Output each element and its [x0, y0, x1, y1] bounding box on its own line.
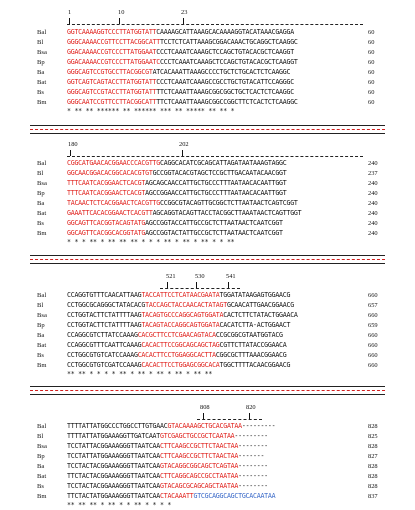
position-label: 521	[166, 273, 176, 280]
row-end-number: 240	[368, 200, 378, 207]
sequence-black: AGCCGGTACTATTGCCGCTCTTAATAACTCAATCGGT	[145, 229, 283, 237]
sequence-text	[67, 311, 298, 320]
row-end-number: 837	[368, 493, 378, 500]
species-label: Bs	[37, 89, 44, 96]
species-label: Ba	[37, 332, 45, 339]
species-label: Bs	[37, 220, 44, 227]
sequence-red: CGGCATGAACACGGAACCCACGTTG	[67, 159, 160, 167]
block-separator	[30, 255, 385, 256]
sequence-red: CACACTTCCGGCAGCAGCTAG	[141, 341, 220, 349]
sequence-black: CCTGGCGCAGGGCTATACACG	[67, 301, 146, 309]
block-separator-red	[30, 129, 385, 130]
row-end-number: 240	[368, 160, 378, 167]
species-label: Bm	[37, 230, 47, 237]
position-label: 23	[181, 9, 188, 16]
species-label: Bsa	[37, 312, 47, 319]
conservation-stars: ** ** * * * * ** * ** * ** * ** * ** **	[67, 370, 213, 378]
row-end-number: 237	[368, 170, 378, 177]
sequence-gap: --------	[238, 442, 268, 450]
row-end-number: 60	[368, 39, 375, 46]
species-label: Bsa	[37, 180, 47, 187]
block-separator	[30, 133, 385, 134]
sequence-black: CGTTCTTATACCGGAACA	[219, 341, 287, 349]
species-label: Bp	[37, 322, 45, 329]
sequence-text	[67, 209, 301, 218]
sequence-black: TTCTACTATGGAAAGGGTTAATCAA	[67, 492, 160, 500]
sequence-text	[67, 58, 298, 67]
row-end-number: 60	[368, 89, 375, 96]
sequence-black: CCCTCAAATCAAAGCCGCCTGCTGTACATTCCAGGGC	[156, 78, 294, 86]
sequence-black: TTCTCAAATTAAAGCGGCCGGCTTCTCACTCTCAAGGC	[156, 98, 298, 106]
sequence-red: TTTCAATCACGGAACTCACGT	[67, 179, 146, 187]
sequence-black: TCCTATTACGGAAAGGGTTAATCAA	[67, 442, 160, 450]
sequence-red: GGGCAGTCCGTGCCTTACGGCGT	[67, 68, 153, 76]
sequence-text	[67, 442, 268, 451]
sequence-text	[67, 422, 275, 431]
sequence-black: GCCGGTACACGTAGCTCCGCTTGACAATACAACGGT	[152, 169, 287, 177]
sequence-gap: -------	[238, 452, 265, 460]
sequence-red: GTCGAGCTGCCGCTCAATAA	[160, 432, 235, 440]
sequence-text	[67, 48, 294, 57]
sequence-text	[67, 351, 287, 360]
sequence-red: GGACAAAACCGTCCCTTATGGAATC	[67, 58, 160, 66]
sequence-text	[67, 38, 298, 47]
species-label: Bl	[37, 39, 44, 46]
sequence-black: CCAGGCGTCTTATCCAAAG	[67, 331, 138, 339]
sequence-black: CCTGGTACTTCTATTTTAAG	[67, 311, 142, 319]
sequence-red: TACCAGCTACCAACACTATAGT	[145, 301, 227, 309]
sequence-text	[67, 432, 268, 441]
sequence-text	[67, 331, 283, 340]
row-end-number: 60	[368, 69, 375, 76]
sequence-black: ATCACAAATTAAAGCCCCTGCTCTGCACTCTCAAGGC	[152, 68, 291, 76]
row-end-number: 660	[368, 292, 378, 299]
sequence-black: CCAGGTGTTTCAACATTAAG	[67, 291, 142, 299]
position-label: 180	[68, 141, 78, 148]
row-end-number: 240	[368, 180, 378, 187]
row-end-number: 240	[368, 220, 378, 227]
sequence-gap: ---------	[234, 432, 268, 440]
sequence-red: GGGCAAAACCGTTCCTTACGGCATT	[67, 38, 160, 46]
species-label: Bat	[37, 342, 47, 349]
ruler-line	[67, 24, 363, 25]
sequence-red: CTACAAATT	[160, 492, 194, 500]
sequence-text	[67, 169, 286, 178]
row-end-number: 240	[368, 210, 378, 217]
conservation-stars: * ** ** ****** ** ****** *** ** ***** ** ** *	[67, 107, 235, 115]
sequence-text	[67, 291, 290, 300]
sequence-black: CCGCGGCGTAATGGTACG	[215, 331, 283, 339]
sequence-gap: --------	[238, 482, 268, 490]
sequence-text	[67, 341, 287, 350]
position-label: 530	[195, 273, 205, 280]
species-label: Ba	[37, 69, 45, 76]
sequence-black: TGGCTTTTACAACGGAACG	[219, 361, 291, 369]
sequence-text	[67, 219, 283, 228]
sequence-blue: GTCGCAGGCAGCTGCACAATAA	[193, 492, 276, 500]
row-end-number: 657	[368, 302, 378, 309]
sequence-red: GAAATTCACACGGAACTCACGTT	[67, 209, 153, 217]
row-end-number: 660	[368, 342, 378, 349]
row-end-number: 827	[368, 453, 378, 460]
conservation-stars: ** ** ** * ** * * ** * * * *	[67, 501, 172, 509]
sequence-black: CCTGGTACTTCTATTTTAAG	[67, 321, 142, 329]
sequence-black: AGCAGGTACAGTTACCTACGGCTTAAATAACTCAGTTGGT	[152, 209, 302, 217]
sequence-red: CTTCAGGCAGCCGCCTAATAA	[160, 472, 239, 480]
species-label: Bm	[37, 99, 47, 106]
sequence-black: CCGGCGTACAGTTGCGGCTCTTAATAACTCAGTCGGT	[160, 199, 298, 207]
sequence-gap: --------	[238, 462, 268, 470]
species-label: Bsa	[37, 443, 47, 450]
position-label: 541	[226, 273, 236, 280]
species-label: Ba	[37, 200, 45, 207]
row-end-number: 660	[368, 332, 378, 339]
sequence-text	[67, 78, 294, 87]
position-label: 10	[118, 9, 125, 16]
block-separator	[30, 394, 385, 395]
sequence-red: GGGCAGTCCGTACCTTATGGTATT	[67, 88, 157, 96]
row-end-number: 240	[368, 190, 378, 197]
species-label: Bal	[37, 29, 47, 36]
species-label: Bm	[37, 362, 47, 369]
sequence-black: CCTGGCGTGTCATCCAAAG	[67, 351, 138, 359]
sequence-black: TTTTATTATGGAAAGGTTGATCAAT	[67, 432, 160, 440]
sequence-black: TGGATATAAGAGTGGAACG	[219, 291, 291, 299]
sequence-text	[67, 159, 286, 168]
species-label: Bal	[37, 292, 47, 299]
ruler-line	[160, 288, 240, 289]
sequence-black: TCCTACTACGGAAAGGGTTAATCAA	[67, 462, 160, 470]
block-separator-red	[30, 259, 385, 260]
sequence-red: GGTCAGTCAGTACCTTATGGTATT	[67, 78, 157, 86]
position-label: 202	[179, 141, 189, 148]
sequence-black: TTCTCAAATTAAAGCGGCGGCTGCTCACTCTCAAGGC	[156, 88, 294, 96]
sequence-black: CGGCGCTTTAAACGGAACG	[215, 351, 287, 359]
row-end-number: 828	[368, 443, 378, 450]
sequence-black: AGCCGGAACCATTGCTGCCCTTTAATAACACAATTGGT	[145, 189, 287, 197]
sequence-red: GGTCAAAAGGTCCCTTATGGTATT	[67, 28, 157, 36]
sequence-red: CACACTTCCTGGAGGCACTTA	[137, 351, 216, 359]
sequence-red: GGACAAAACCGTCCCTTATGGAAT	[67, 48, 157, 56]
ruler-line	[197, 419, 262, 420]
sequence-text	[67, 179, 286, 188]
species-label: Bp	[37, 59, 45, 66]
sequence-red: TACAACTCTCACGGAACTCACGTTG	[67, 199, 160, 207]
row-end-number: 660	[368, 312, 378, 319]
sequence-text	[67, 28, 294, 37]
sequence-black: AGCCGGTACCATTGCCGCTCTTAATAACTCAATCGGT	[145, 219, 283, 227]
sequence-text	[67, 361, 290, 370]
sequence-text	[67, 482, 268, 491]
block-separator	[30, 125, 385, 126]
species-label: Bl	[37, 433, 44, 440]
row-end-number: 660	[368, 352, 378, 359]
block-separator	[30, 386, 385, 387]
sequence-black: CCCTCAAATCAAAGCTCCAGCTGTACACGCTCAAGGT	[160, 58, 298, 66]
species-label: Bal	[37, 160, 47, 167]
sequence-black: TCCTATTATGGAAAGGGTTAATCAA	[67, 452, 160, 460]
sequence-red: CTTCAAGCCGCTTCTAACTAA	[160, 442, 239, 450]
sequence-black: GCAACATTGAACGGAACG	[226, 301, 294, 309]
row-end-number: 60	[368, 99, 375, 106]
row-end-number: 660	[368, 362, 378, 369]
sequence-black: CCTGGCGTGTCGATCCAAAG	[67, 361, 142, 369]
ruler-line	[67, 156, 363, 157]
row-end-number: 60	[368, 29, 375, 36]
sequence-black: AGCAGCAACCATTGCTGCCCTTTAATAACACAATTGGT	[145, 179, 287, 187]
sequence-red: TACAGTACCAGGCAGTGGATA	[141, 321, 220, 329]
sequence-text	[67, 88, 294, 97]
sequence-text	[67, 199, 298, 208]
species-label: Bat	[37, 473, 47, 480]
sequence-black: CAGGCACATCGCAGCATTAGATAATAAAGTAGGC	[160, 159, 287, 167]
sequence-text	[67, 462, 268, 471]
sequence-text	[67, 189, 286, 198]
sequence-black: TTTTATTATGGCCCTGGCCTTGTGAAC	[67, 422, 168, 430]
position-label: 808	[200, 404, 210, 411]
species-label: Bp	[37, 453, 45, 460]
sequence-red: TTTCAATCACGGAACTCACGT	[67, 189, 146, 197]
block-separator-red	[30, 390, 385, 391]
sequence-red: TACCATTCCTCATAACGAATA	[141, 291, 220, 299]
species-label: Bp	[37, 190, 45, 197]
species-label: Bal	[37, 423, 47, 430]
row-end-number: 240	[368, 230, 378, 237]
sequence-black: CCAGGCGTTTCAATTCAAAG	[67, 341, 142, 349]
sequence-red: GTACAAAAGCTGCACGATAA	[167, 422, 242, 430]
sequence-red: GTACAGCGCAGCAGCTAATAA	[160, 482, 239, 490]
sequence-black: TTCTACTACGGAAAGGGTTAATCAA	[67, 472, 160, 480]
sequence-black: TCCTCTCATTAAAGCGGACAAACTGCAGGCTCAAGGC	[160, 38, 298, 46]
row-end-number: 659	[368, 322, 378, 329]
species-label: Bsa	[37, 49, 47, 56]
sequence-red: CTTCAAGCCGCTTCTAACTAA	[160, 452, 239, 460]
sequence-red: TACAGTGCCCAGGCAGTGGATA	[141, 311, 224, 319]
sequence-gap: --------	[238, 472, 268, 480]
sequence-black: TCCTACTACGGAAAGGGTTAATCAA	[67, 482, 160, 490]
position-label: 820	[246, 404, 256, 411]
sequence-text	[67, 452, 264, 461]
position-label: 1	[68, 9, 72, 16]
row-end-number: 828	[368, 483, 378, 490]
sequence-gap: ---------	[241, 422, 276, 430]
species-label: Bl	[37, 302, 44, 309]
species-label: Bs	[37, 352, 44, 359]
sequence-text	[67, 301, 294, 310]
species-label: Bat	[37, 210, 47, 217]
sequence-text	[67, 98, 298, 107]
sequence-red: GGCAACGGACACGGCACACGTGT	[67, 169, 153, 177]
sequence-text	[67, 472, 268, 481]
sequence-text	[67, 229, 283, 238]
row-end-number: 828	[368, 463, 378, 470]
species-label: Bat	[37, 79, 47, 86]
species-label: Bs	[37, 483, 44, 490]
species-label: Bl	[37, 170, 44, 177]
row-end-number: 60	[368, 59, 375, 66]
sequence-red: GGCAGTTCACGGCACGGTATG	[67, 229, 146, 237]
row-end-number: 825	[368, 433, 378, 440]
row-end-number: 60	[368, 79, 375, 86]
sequence-black: CCCTCAAATCAAAGCTCCAGCTGTACACGCTCAAGGT	[156, 48, 294, 56]
row-end-number: 828	[368, 473, 378, 480]
sequence-red: CACGCTTCCTCGAACAGTACA	[137, 331, 216, 339]
sequence-red: GGGCAATCCGTTCCTTACGGCATT	[67, 98, 157, 106]
row-end-number: 60	[368, 49, 375, 56]
sequence-black: CACATCTTA-ACTGGAACT	[219, 321, 291, 329]
conservation-stars: * * * ** * ** ** ** * * * ** * ** * ** * * **	[67, 238, 235, 246]
block-separator	[30, 263, 385, 264]
sequence-black: CACTCTTCTATACTGGAACA	[223, 311, 298, 319]
row-end-number: 828	[368, 423, 378, 430]
sequence-red: GGCAGTTCACGGTACAGTATG	[67, 219, 146, 227]
sequence-red: GTACAGGCGGCAGCTCAGTAA	[160, 462, 239, 470]
sequence-text	[67, 68, 290, 77]
species-label: Bm	[37, 493, 47, 500]
sequence-black: CAAAAGCATTAAAGCACAAAAGGTACATAAACGAGGA	[156, 28, 294, 36]
sequence-red: CACACTTCCTGGAGCGGCACA	[141, 361, 220, 369]
species-label: Ba	[37, 463, 45, 470]
sequence-text	[67, 321, 290, 330]
